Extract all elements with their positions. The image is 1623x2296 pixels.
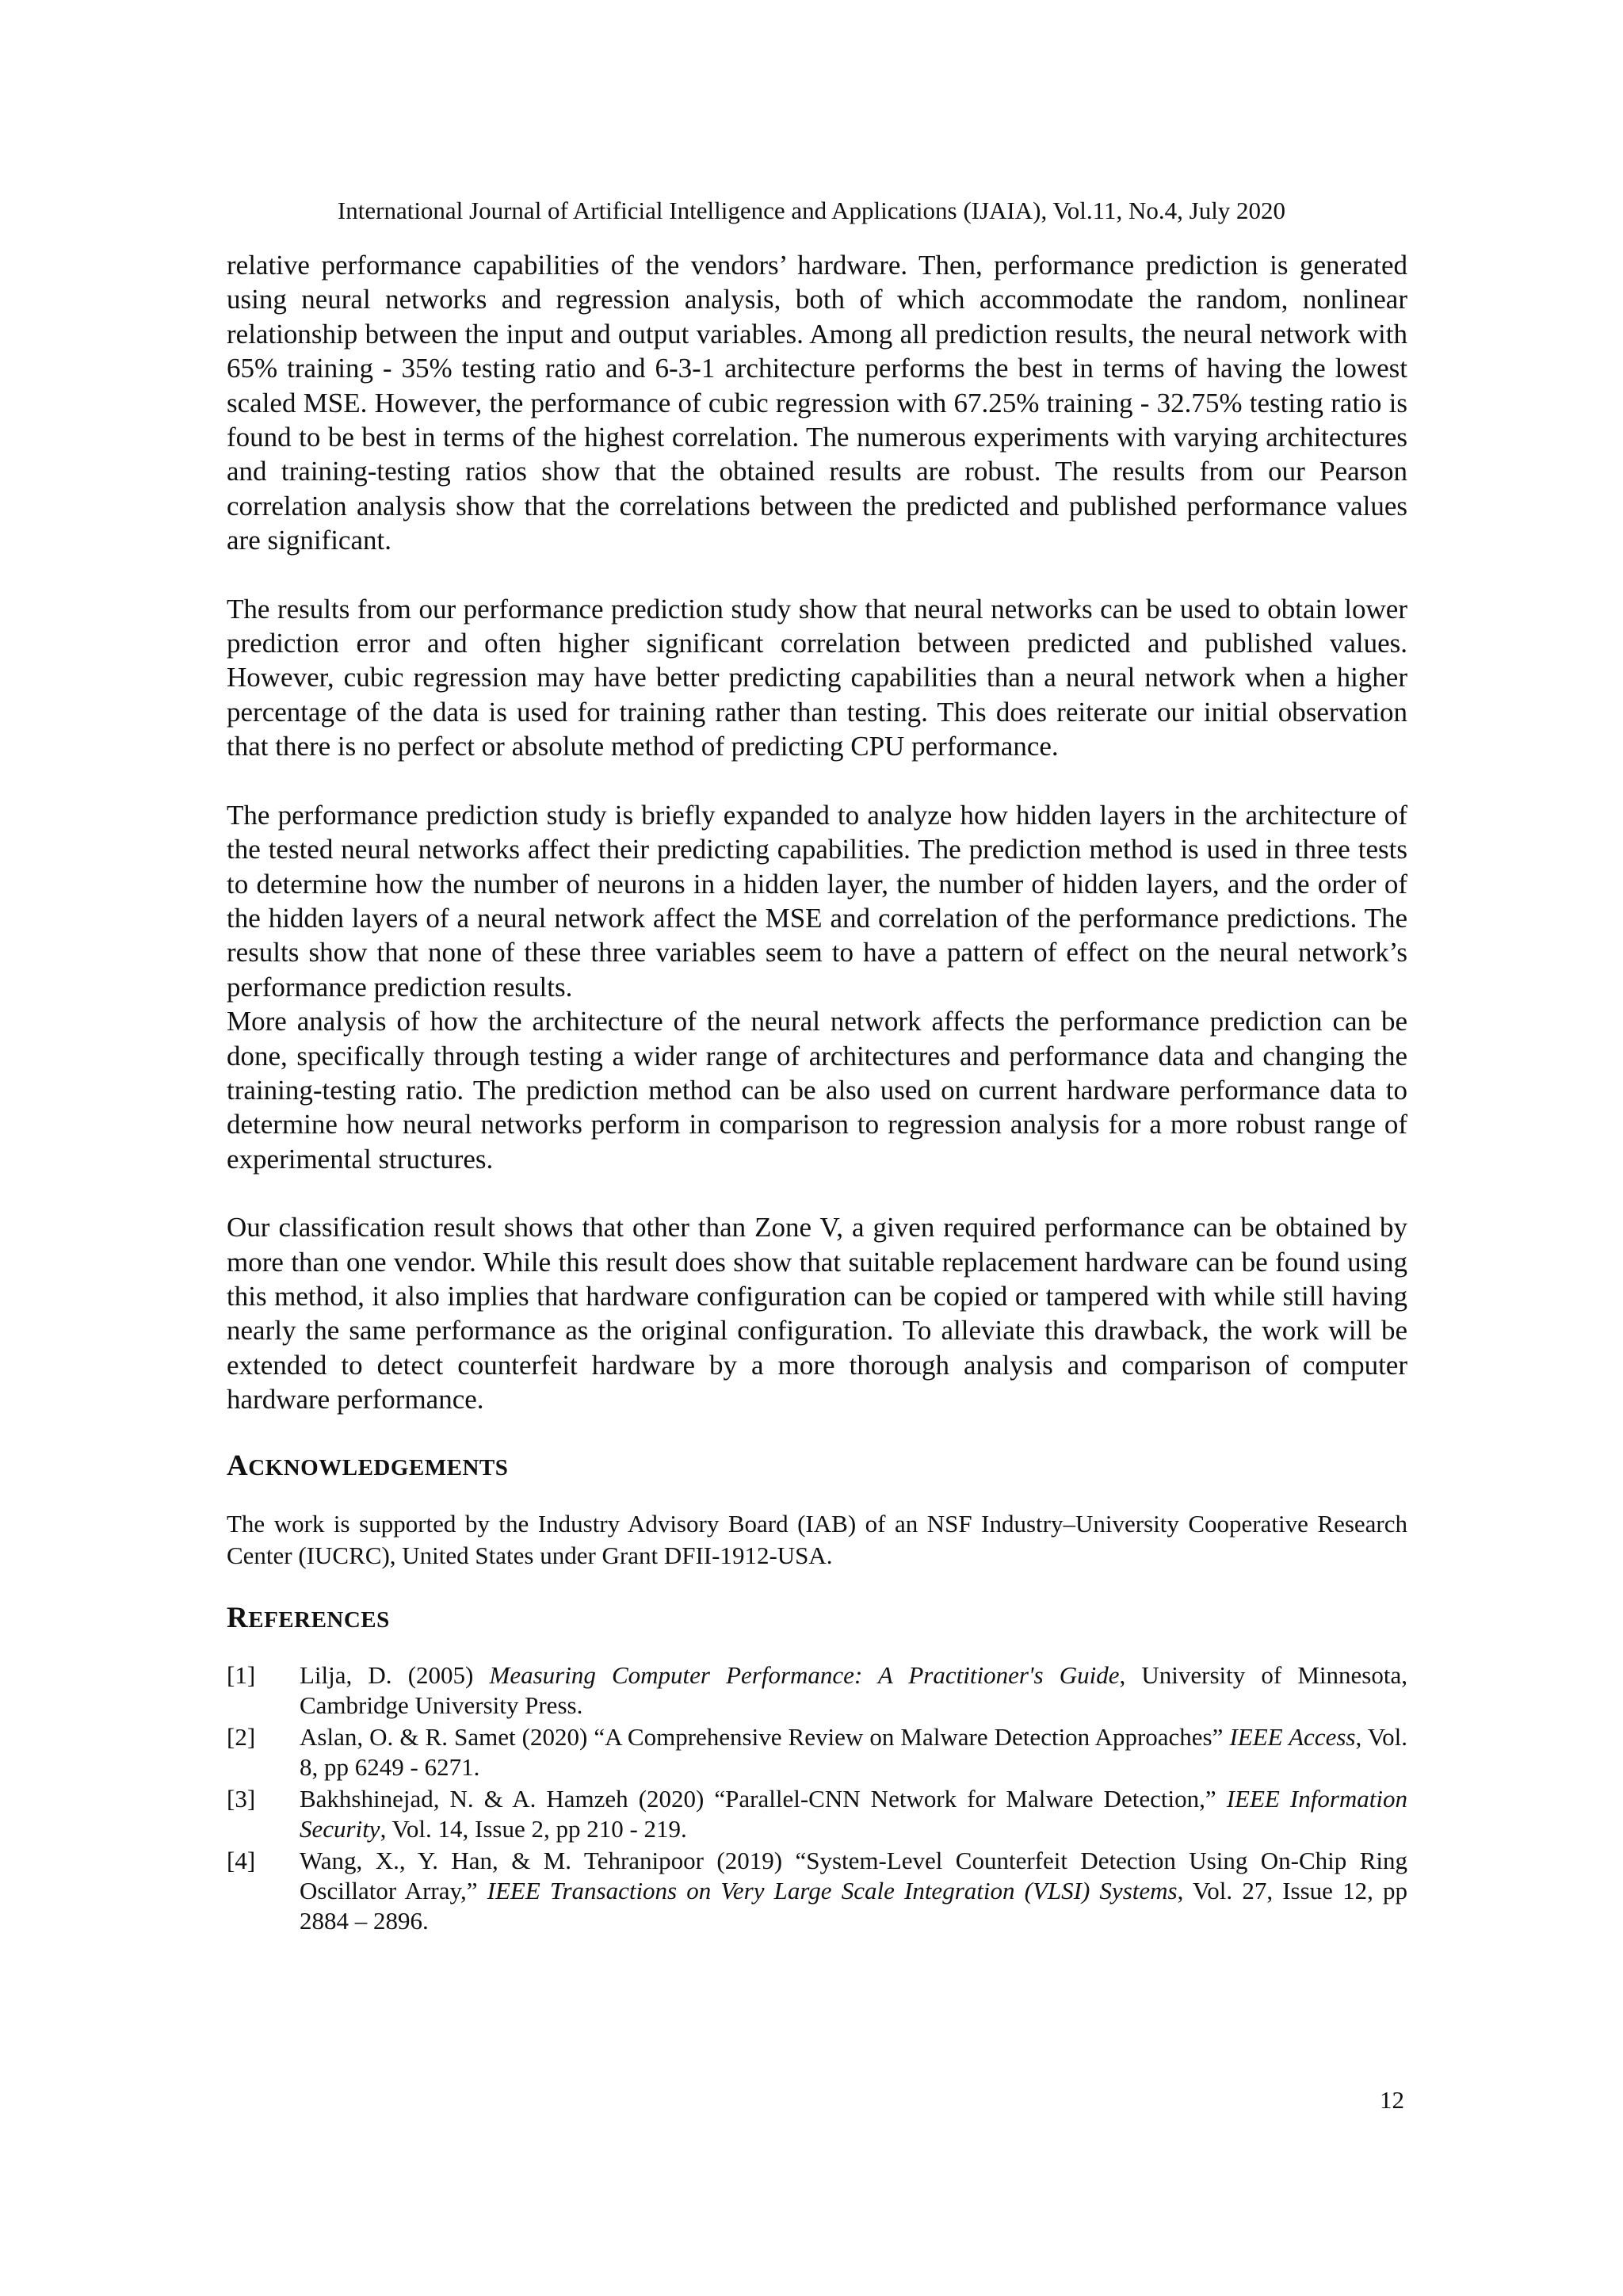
reference-title: IEEE Transactions on Very Large Scale Integration (VLSI) Systems xyxy=(487,1876,1178,1904)
body-paragraph-5: Our classification result shows that other than Zone V, a given required performance can be obtained by more than one vendor. While this result does show that suitable replacement hardware can be found using this method, it also implies that hardware configuration can be copied or tampered with while still having nearly the same performance as the original configuration. To alleviate this drawback, the work will be extended to detect counterfeit hardware by a more thorough analysis and comparison of computer hardware performance. xyxy=(227,1212,1407,1415)
page-number: 12 xyxy=(1380,2086,1404,2114)
reference-title: IEEE Information Security xyxy=(300,1784,1408,1843)
reference-authors: Wang, X., Y. Han, & M. Tehranipoor (2019) “System-Level Counterfeit Detection Using On-Chip Ring Oscillator Array,” xyxy=(300,1846,1407,1904)
acknowledgements-text: The work is supported by the Industry Advisory Board (IAB) of an NSF Industry–University Cooperative Research Center (IUCRC), United States under Grant DFII-1912-USA. xyxy=(227,1509,1407,1569)
reference-details: , Vol. 27, Issue 12, pp 2884 – 2896. xyxy=(300,1876,1407,1935)
reference-number: [4] xyxy=(227,1846,256,1874)
reference-text xyxy=(300,1784,1407,1844)
body-paragraph-1: relative performance capabilities of the vendors’ hardware. Then, performance prediction is generated using neural networks and regression analysis, both of which accommodate the random, nonlinear relationship between the input and output variables. Among all prediction results, the neural network with 65% training - 35% testing ratio and 6-3-1 architecture performs the best in terms of having the lowest scaled MSE. However, the performance of cubic regression with 67.25% training - 32.75% testing ratio is found to be best in terms of the highest correlation. The numerous experiments with varying architectures and training-testing ratios show that the obtained results are robust. The results from our Pearson correlation analysis show that the correlations between the predicted and published performance values are significant. xyxy=(227,250,1407,556)
reference-list xyxy=(227,1660,1407,1936)
reference-authors: Lilja, D. (2005) xyxy=(300,1660,490,1689)
reference-title: Measuring Computer Performance: A Practitioner's Guide xyxy=(489,1660,1120,1689)
reference-details: , University of Minnesota, Cambridge University Press. xyxy=(300,1660,1407,1719)
reference-number: [1] xyxy=(227,1660,256,1689)
references-heading-initial: R xyxy=(227,1601,249,1634)
reference-text xyxy=(300,1660,1407,1721)
reference-details: , Vol. 8, pp 6249 - 6271. xyxy=(300,1722,1407,1781)
reference-authors: Bakhshinejad, N. & A. Hamzeh (2020) “Parallel-CNN Network for Malware Detection,” xyxy=(300,1784,1227,1813)
body-paragraph-3: The performance prediction study is briefly expanded to analyze how hidden layers in the architecture of the tested neural networks affect their predicting capabilities. The prediction method is used in three tests to determine how the number of neurons in a hidden layer, the number of hidden layers, and the order of the hidden layers of a neural network affect the MSE and correlation of the performance predictions. The results show that none of these three variables seem to have a pattern of effect on the neural network’s performance prediction results. xyxy=(227,799,1407,1003)
reference-item xyxy=(227,1722,1407,1782)
reference-item xyxy=(227,1660,1407,1721)
acknowledgements-heading-initial: A xyxy=(227,1449,249,1482)
running-header: International Journal of Artificial Intelligence and Applications (IJAIA), Vol.11, No.4, July 2020 xyxy=(337,197,1286,224)
references-heading xyxy=(227,1603,1407,1635)
acknowledgements-heading-rest: CKNOWLEDGEMENTS xyxy=(248,1454,509,1480)
page-content xyxy=(227,248,1407,1938)
body-paragraph-4: More analysis of how the architecture of the neural network affects the performance prediction can be done, specifically through testing a wider range of architectures and performance data and changing the training-testing ratio. The prediction method can be also used on current hardware performance data to determine how neural networks perform in comparison to regression analysis for a more robust range of experimental structures. xyxy=(227,1006,1407,1175)
reference-item xyxy=(227,1784,1407,1844)
reference-details: , Vol. 14, Issue 2, pp 210 - 219. xyxy=(380,1814,687,1843)
references-heading-rest: EFERENCES xyxy=(248,1606,390,1633)
reference-number: [3] xyxy=(227,1784,256,1813)
reference-item xyxy=(227,1846,1407,1936)
acknowledgements-heading xyxy=(227,1451,1407,1483)
reference-number: [2] xyxy=(227,1722,256,1751)
reference-text xyxy=(300,1722,1407,1782)
reference-title: IEEE Access xyxy=(1229,1722,1356,1751)
reference-authors: Aslan, O. & R. Samet (2020) “A Comprehensive Review on Malware Detection Approaches” xyxy=(300,1722,1230,1751)
body-paragraph-2: The results from our performance prediction study show that neural networks can be used to obtain lower prediction error and often higher significant correlation between predicted and published values. However, cubic regression may have better predicting capabilities than a neural network when a higher percentage of the data is used for training rather than testing. This does reiterate our initial observation that there is no perfect or absolute method of predicting CPU performance. xyxy=(227,593,1407,762)
reference-text xyxy=(300,1846,1407,1936)
